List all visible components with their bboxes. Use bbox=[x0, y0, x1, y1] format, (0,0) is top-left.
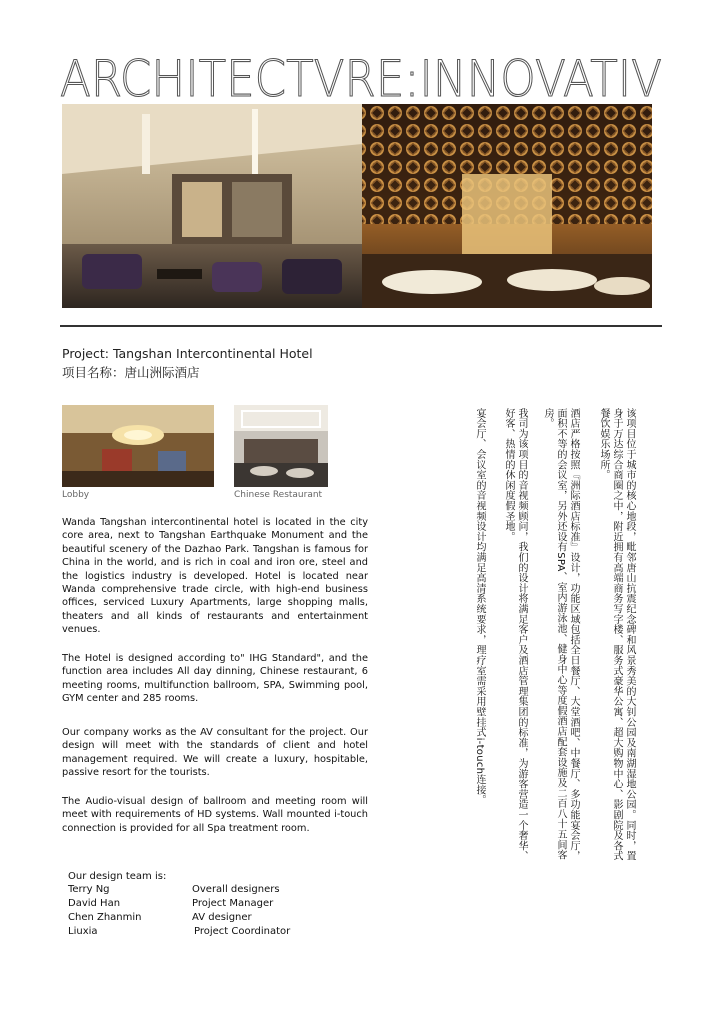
team-member bbox=[68, 884, 328, 898]
team-member bbox=[68, 912, 328, 926]
team-member bbox=[68, 926, 328, 940]
chinese-paragraph-3: 我司为该项目的音视频顾问，我们的设计将满足客户及酒店管理集团的标准，为游客营造一个奢华、好客、热情的休闲度假圣地。 bbox=[503, 408, 527, 862]
member-name: David Han bbox=[68, 898, 121, 909]
hero-illustration bbox=[62, 104, 652, 308]
member-role: AV designer bbox=[192, 912, 252, 923]
chinese-restaurant-photo bbox=[234, 405, 328, 487]
project-name-cn: 项目名称：唐山洲际酒店 bbox=[62, 365, 200, 380]
member-name: Chen Zhanmin bbox=[68, 912, 142, 923]
team-member bbox=[68, 898, 328, 912]
lobby-photo bbox=[62, 405, 214, 487]
member-role: Project Manager bbox=[192, 898, 274, 909]
chinese-restaurant-caption: Chinese Restaurant bbox=[234, 490, 323, 500]
member-role: Project Coordinator bbox=[194, 926, 291, 937]
section-divider bbox=[60, 325, 662, 327]
english-paragraph-4: The Audio-visual design of ballroom and meeting room will meet with requirements of HD systems. Wall mounted i-touch connection is provided for all Spa treatment room. bbox=[62, 796, 368, 834]
lobby-caption: Lobby bbox=[62, 490, 90, 500]
member-name: Liuxia bbox=[68, 926, 98, 937]
hero-image bbox=[62, 104, 652, 308]
english-paragraph-1: Wanda Tangshan intercontinental hotel is located in the city core area, next to Tangshan Earthquake Monument and the beautiful scenery of the Dazhao Park. Tangshan is famous for China in the world, and is rich in coal and iron ore, steel and the logistics industry is developed. Hotel is located near Wanda comprehensive trade circle, with high-end business offices, serviced Luxury Apartments, large shopping malls, theaters and all kinds of restaurants and entertainment venues. bbox=[62, 517, 368, 636]
chinese-paragraph-4: 宴会厅、会议室的音视频设计均满足高清系统要求，理疗室需采用壁挂式i-touch连接。 bbox=[474, 408, 485, 806]
title-text: ARCHITECTVRE:INNOVATIV bbox=[60, 56, 662, 100]
project-name-en: Project: Tangshan Intercontinental Hotel bbox=[62, 346, 313, 361]
member-name: Terry Ng bbox=[68, 884, 110, 895]
chinese-paragraph-1: 该项目位于城市的核心地段，毗邻唐山抗震纪念碑和风景秀美的大钊公园及南湖湿地公园。同时，置身于万达综合商圈之中，附近拥有高端商务写字楼、服务式豪华公寓、超大购物中心、影剧院及各式餐饮娱乐场所。 bbox=[598, 408, 635, 862]
architecture-innovation-title bbox=[60, 56, 664, 100]
team-heading: Our design team is: bbox=[68, 871, 167, 882]
member-role: Overall designers bbox=[192, 884, 280, 895]
english-paragraph-2: The Hotel is designed according to" IHG Standard", and the function area includes All day dinning, Chinese restaurant, 6 meeting rooms, multifunction ballroom, SPA, Swimming pool, GYM center and 285 rooms. bbox=[62, 653, 368, 705]
chinese-paragraph-2: 酒店严格按照『洲际酒店标准』设计，功能区域包括全日餐厅、大堂酒吧、中餐厅、多功能宴会厅，面积不等的会议室，另外还设有SPA、室内游泳池、健身中心等度假酒店配套设施及二百八十五间客房。 bbox=[542, 408, 579, 862]
english-paragraph-3: Our company works as the AV consultant for the project. Our design will meet with the standards of client and hotel management required. We will create a luxury, hospitable, passive resort for the tourists. bbox=[62, 727, 368, 779]
